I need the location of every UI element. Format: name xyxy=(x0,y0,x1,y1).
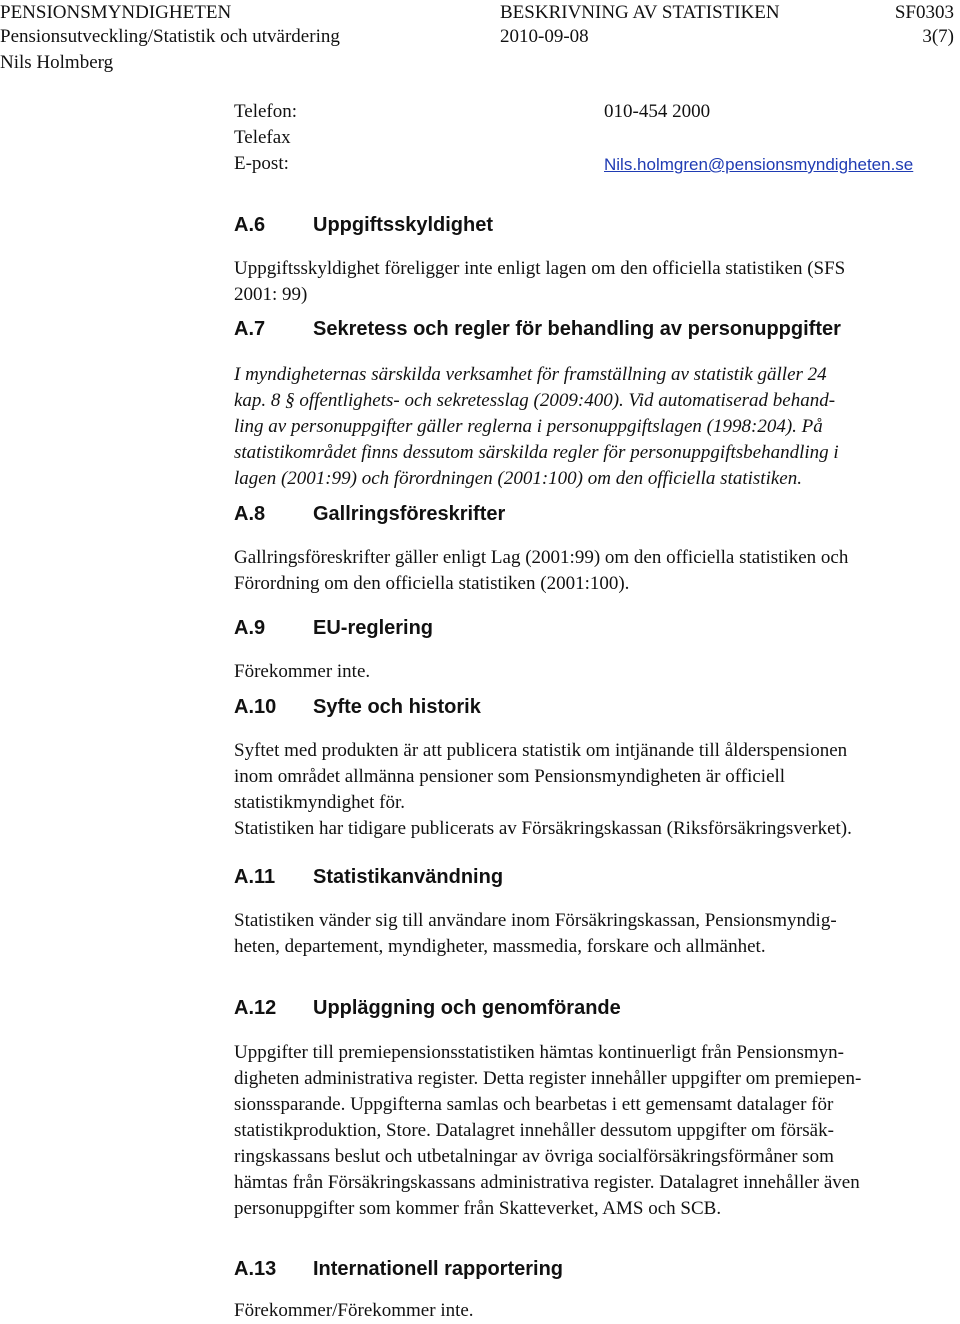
section-paragraph xyxy=(234,659,370,685)
paragraph-line: statistikområdet finns dessutom särskilda regler för personuppgiftsbehandling i xyxy=(234,442,839,463)
section-title: Gallringsföreskrifter xyxy=(313,503,506,525)
section-paragraph xyxy=(234,738,852,842)
section-paragraph xyxy=(234,362,839,492)
header-author: Nils Holmberg xyxy=(0,52,114,73)
section-paragraph xyxy=(234,1298,474,1324)
header-doc-id: SF0303 xyxy=(894,2,954,23)
header-department: Pensionsutveckling/Statistik och utvärdering xyxy=(0,26,340,47)
section-title: Uppgiftsskyldighet xyxy=(313,214,494,236)
section-title: Syfte och historik xyxy=(313,696,481,718)
paragraph-line: statistikmyndighet för. xyxy=(234,792,405,813)
paragraph-line: Syftet med produkten är att publicera statistik om intjänande till ålderspensionen xyxy=(234,740,848,761)
paragraph-line: ringskassans beslut och utbetalningar av övriga socialförsäkringsförmåner som xyxy=(234,1146,834,1167)
paragraph-line: personuppgifter som kommer från Skatteverket, AMS och SCB. xyxy=(234,1198,722,1219)
paragraph-line: Gallringsföreskrifter gäller enligt Lag (2001:99) om den officiella statistiken och xyxy=(234,547,849,568)
paragraph-line: Förekommer/Förekommer inte. xyxy=(234,1300,474,1321)
header-date: 2010-09-08 xyxy=(500,26,589,47)
section-title: Internationell rapportering xyxy=(313,1258,564,1280)
section-number: A.6 xyxy=(234,214,266,236)
paragraph-line: 2001: 99) xyxy=(234,284,308,305)
email-label: E-post: xyxy=(234,153,289,174)
section-title: Uppläggning och genomförande xyxy=(313,997,621,1019)
section-number: A.11 xyxy=(234,866,276,888)
section-title: Statistikanvändning xyxy=(313,866,504,888)
phone-label: Telefon: xyxy=(234,101,298,122)
paragraph-line: heten, departement, myndigheter, massmedia, forskare och allmänhet. xyxy=(234,936,766,957)
header-page-number: 3(7) xyxy=(922,26,954,47)
paragraph-line: Förekommer inte. xyxy=(234,661,371,682)
section-paragraph xyxy=(234,545,848,597)
section-paragraph xyxy=(234,908,837,960)
section-number: A.7 xyxy=(234,318,266,340)
section-number: A.12 xyxy=(234,997,277,1019)
paragraph-line: statistikproduktion, Store. Datalagret innehåller dessutom uppgifter om försäk- xyxy=(234,1120,834,1141)
header-org: PENSIONSMYNDIGHETEN xyxy=(0,2,232,23)
paragraph-line: Uppgifter till premiepensionsstatistiken hämtas kontinuerligt från Pensionsmyn- xyxy=(234,1042,845,1063)
section-number: A.9 xyxy=(234,617,266,639)
paragraph-line: Uppgiftsskyldighet föreligger inte enligt lagen om den officiella statistiken (SFS xyxy=(234,258,846,279)
email-link[interactable]: Nils.holmgren@pensionsmyndigheten.se xyxy=(604,155,914,174)
paragraph-line: inom området allmänna pensioner som Pensionsmyndigheten är officiell xyxy=(234,766,786,787)
section-number: A.8 xyxy=(234,503,266,525)
header-doc-type: BESKRIVNING AV STATISTIKEN xyxy=(500,2,780,23)
paragraph-line: kap. 8 § offentlighets- och sekretesslag (2009:400). Vid automatiserad behand- xyxy=(234,390,836,411)
paragraph-line: hämtas från Försäkringskassans administrativa register. Datalagret innehåller även xyxy=(234,1172,860,1193)
section-number: A.10 xyxy=(234,696,277,718)
paragraph-line: I myndigheternas särskilda verksamhet för framställning av statistik gäller 24 xyxy=(234,364,827,385)
section-paragraph xyxy=(234,256,845,308)
section-number: A.13 xyxy=(234,1258,277,1280)
section-paragraph xyxy=(234,1040,861,1222)
fax-label: Telefax xyxy=(234,127,291,148)
section-title: Sekretess och regler för behandling av personuppgifter xyxy=(313,318,841,340)
paragraph-line: ling av personuppgifter gäller reglerna i personuppgiftslagen (1998:204). På xyxy=(234,416,823,437)
paragraph-line: sionssparande. Uppgifterna samlas och bearbetas i ett gemensamt datalager för xyxy=(234,1094,834,1115)
paragraph-line: digheten administrativa register. Detta register innehåller uppgifter om premiepen- xyxy=(234,1068,862,1089)
paragraph-line: Statistiken vänder sig till användare inom Försäkringskassan, Pensionsmyndig- xyxy=(234,910,837,931)
paragraph-line: Förordning om den officiella statistiken (2001:100). xyxy=(234,573,630,594)
section-title: EU-reglering xyxy=(313,617,434,639)
phone-value: 010-454 2000 xyxy=(604,101,711,122)
paragraph-line: lagen (2001:99) och förordningen (2001:100) om den officiella statistiken. xyxy=(234,468,802,489)
paragraph-line: Statistiken har tidigare publicerats av Försäkringskassan (Riksförsäkringsverket). xyxy=(234,818,852,839)
